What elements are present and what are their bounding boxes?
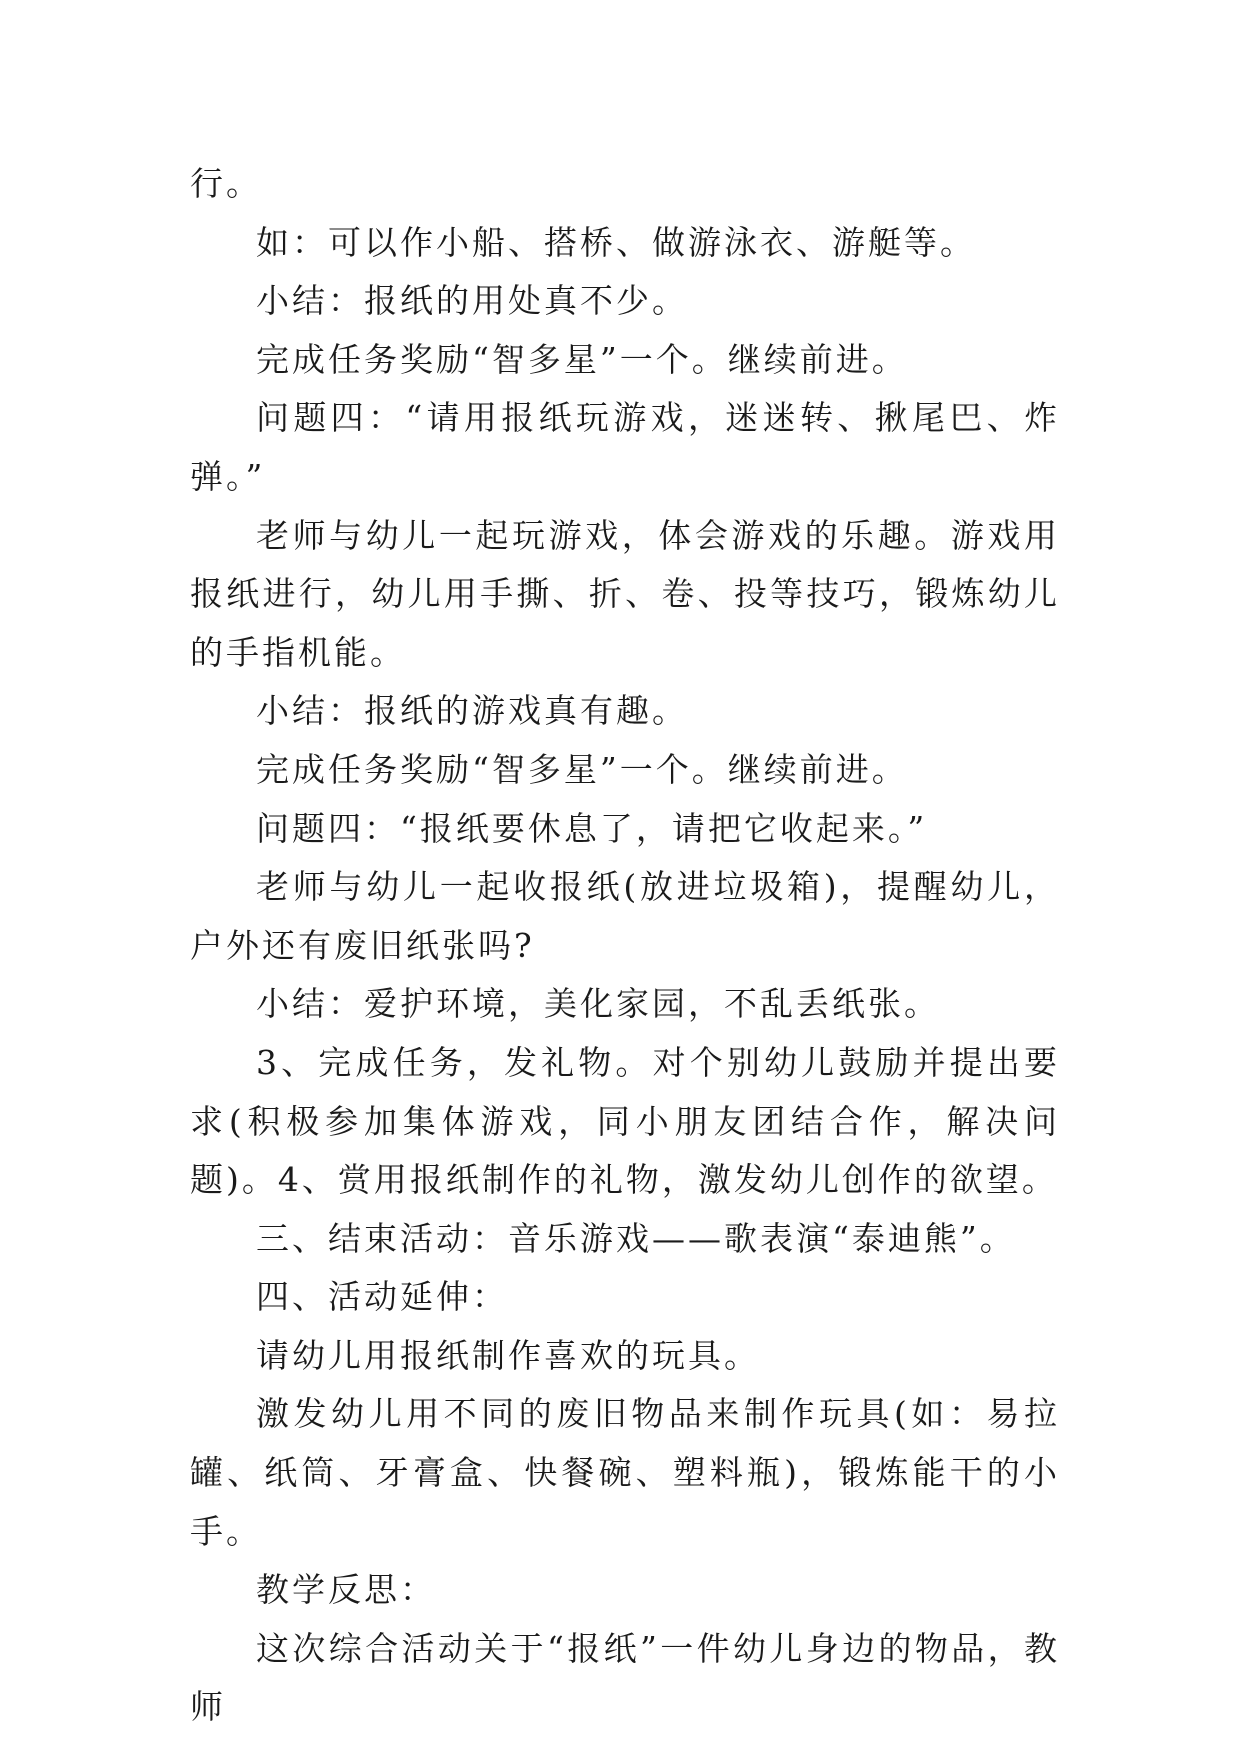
paragraph: 小结：爱护环境，美化家园，不乱丢纸张。 bbox=[256, 984, 940, 1024]
paragraph: 小结：报纸的用处真不少。 bbox=[256, 281, 688, 321]
document-body bbox=[190, 155, 1060, 1737]
paragraph: 如：可以作小船、搭桥、做游泳衣、游艇等。 bbox=[256, 222, 976, 262]
paragraph: 老师与幼儿一起玩游戏，体会游戏的乐趣。游戏用报纸进行，幼儿用手撕、折、卷、投等技巧，锻炼幼儿的手指机能。 bbox=[190, 515, 1060, 672]
paragraph: 问题四：“请用报纸玩游戏，迷迷转、揪尾巴、炸弹。” bbox=[190, 398, 1060, 496]
paragraph: 老师与幼儿一起收报纸(放进垃圾箱)，提醒幼儿，户外还有废旧纸张吗? bbox=[190, 867, 1060, 965]
section-heading-conclusion: 三、结束活动：音乐游戏——歌表演“泰迪熊”。 bbox=[256, 1218, 1016, 1258]
paragraph: 问题四：“报纸要休息了，请把它收起来。” bbox=[256, 808, 928, 848]
paragraph: 完成任务奖励“智多星”一个。继续前进。 bbox=[256, 339, 908, 379]
paragraph: 请幼儿用报纸制作喜欢的玩具。 bbox=[256, 1335, 760, 1375]
paragraph: 3、完成任务，发礼物。对个别幼儿鼓励并提出要求(积极参加集体游戏，同小朋友团结合作，解决问题)。4、赏用报纸制作的礼物，激发幼儿创作的欲望。 bbox=[190, 1042, 1060, 1200]
paragraph: 小结：报纸的游戏真有趣。 bbox=[256, 691, 688, 731]
paragraph-continuation: 行。 bbox=[190, 164, 262, 203]
paragraph: 完成任务奖励“智多星”一个。继续前进。 bbox=[256, 749, 908, 789]
section-heading-extension: 四、活动延伸： bbox=[256, 1277, 508, 1317]
paragraph: 激发幼儿用不同的废旧物品来制作玩具(如：易拉罐、纸筒、牙膏盒、快餐碗、塑料瓶)，锻炼能干的小手。 bbox=[190, 1394, 1060, 1551]
paragraph: 这次综合活动关于“报纸”一件幼儿身边的物品，教师 bbox=[190, 1628, 1060, 1727]
section-heading-reflection: 教学反思： bbox=[256, 1570, 436, 1610]
